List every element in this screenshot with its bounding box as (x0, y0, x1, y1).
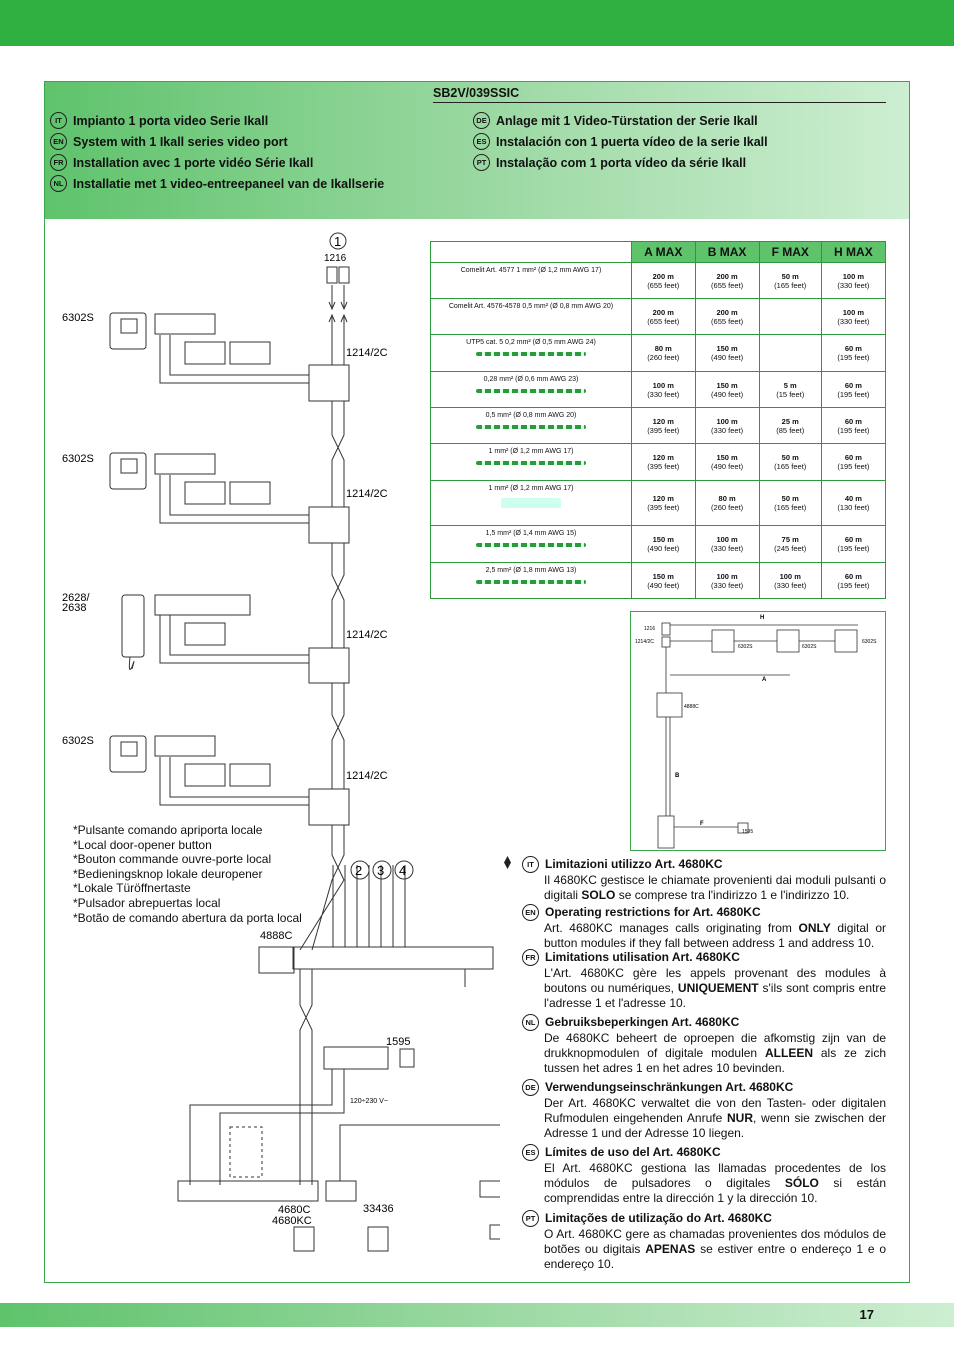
mini-monitor-3: 6302S (862, 639, 877, 645)
cable-cell (431, 408, 632, 444)
mini-1595: 1595 (742, 829, 754, 835)
value-cell (695, 335, 759, 372)
mini-a: A (762, 677, 767, 683)
value-metric: 60 m (844, 416, 862, 426)
distance-layout-diagram (630, 611, 886, 851)
cable-cell (431, 299, 632, 335)
lang-badge: EN (522, 904, 539, 921)
restriction-text: O Art. 4680KC gere as chamadas provenientes dos módulos de botões ou digitais (544, 1227, 886, 1256)
value-cell (695, 481, 759, 526)
restriction-text: L'Art. 4680KC gère les appels provenant des modules à boutons ou numériques, (544, 966, 886, 995)
cable-cell (431, 526, 632, 563)
restriction-emphasis: ALLEEN (765, 1046, 813, 1060)
value-metric: 200 m (716, 271, 738, 281)
value-cell (695, 372, 759, 408)
lang-badge: DE (473, 112, 490, 129)
system-code: SB2V/039SSIC (433, 86, 520, 100)
value-feet: (655 feet) (711, 316, 744, 326)
lang-badge: FR (522, 949, 539, 966)
restriction-title: Limitations utilisation Art. 4680KC (545, 950, 740, 964)
restriction-it (522, 856, 886, 903)
value-feet: (195 feet) (837, 580, 870, 590)
value-feet: (15 feet) (776, 389, 805, 399)
cable-label: 1,5 mm² (Ø 1,4 mm AWG 15) (485, 530, 577, 537)
header-h-max: H MAX (821, 242, 885, 263)
value-metric: 100 m (716, 535, 738, 544)
value-metric: 150 m (716, 453, 738, 462)
label-cable-4: 1214/2C (346, 770, 388, 782)
value-metric: 60 m (844, 380, 862, 390)
label-cable-3: 1214/2C (346, 629, 388, 641)
cable-swatch (476, 543, 586, 547)
value-feet: (130 feet) (837, 503, 870, 512)
value-metric: 100 m (716, 571, 738, 581)
value-metric: 40 m (844, 494, 862, 503)
value-metric: 100 m (652, 380, 674, 390)
value-cell (759, 263, 821, 299)
value-cell (632, 372, 696, 408)
mini-1216: 1216 (644, 626, 656, 632)
value-cell (632, 263, 696, 299)
value-cell (695, 563, 759, 599)
value-cell (821, 408, 885, 444)
legend-line: *Bouton commande ouvre-porte local (73, 852, 272, 867)
title-it (50, 112, 268, 129)
restriction-text: De 4680KC beheert de oproepen die afkomstig zijn van de drukknopmodulen of digitale modulen (544, 1031, 886, 1060)
value-cell (632, 444, 696, 481)
label-cable-1: 1214/2C (346, 347, 388, 359)
value-metric: 120 m (652, 416, 674, 426)
restriction-title: Límites de uso del Art. 4680KC (545, 1145, 721, 1159)
table-row (431, 444, 886, 481)
label-handset-a: 2628/ (62, 592, 90, 604)
title-en (50, 133, 288, 150)
value-metric: 25 m (781, 416, 799, 426)
lang-badge: PT (473, 154, 490, 171)
cable-label: UTP5 cat. 5 0,2 mm² (Ø 0,5 mm AWG 24) (466, 339, 596, 346)
lang-badge: IT (50, 112, 67, 129)
value-cell (759, 299, 821, 335)
value-cell (695, 444, 759, 481)
value-cell (632, 299, 696, 335)
value-feet: (165 feet) (774, 280, 807, 290)
restriction-title: Gebruiksbeperkingen Art. 4680KC (545, 1015, 740, 1029)
value-feet: (195 feet) (837, 389, 870, 399)
restriction-text: als ze zich tussen het adres 1 en het adres 10 bevinden. (544, 1046, 886, 1075)
title-text: Installatie met 1 video-entreepaneel van de Ikallserie (73, 176, 385, 191)
cable-swatch (476, 461, 586, 465)
value-metric: 80 m (654, 344, 672, 353)
label-monitor-1: 6302S (62, 312, 94, 324)
lang-badge: NL (522, 1014, 539, 1031)
cable-length-table (430, 241, 886, 599)
value-feet: (245 feet) (774, 544, 807, 553)
value-feet: (195 feet) (837, 544, 870, 553)
value-cell (695, 299, 759, 335)
circle-1: 1 (334, 234, 342, 249)
value-feet: (195 feet) (837, 462, 870, 471)
restriction-text: Der Art. 4680KC verwaltet die von den Tasten- oder digitalen Rufmodulen eingehenden Anrufe (544, 1096, 886, 1125)
mini-4888c: 4888C (684, 704, 699, 710)
lang-badge: ES (473, 133, 490, 150)
restriction-text: Il 4680KC gestisce le chiamate provenienti dai moduli pulsanti o digitali (544, 873, 886, 902)
lang-badge: PT (522, 1210, 539, 1227)
value-feet: (330 feet) (647, 389, 680, 399)
value-metric: 120 m (652, 494, 674, 503)
title-pt (473, 154, 746, 171)
restriction-text: s'ils sont compris entre l'adresse 1 et l'adresse 10. (544, 981, 886, 1010)
circle-2: 2 (355, 863, 363, 878)
value-cell (821, 372, 885, 408)
mini-h: H (760, 615, 765, 621)
cable-label: Comelit Art. 4577 1 mm² (Ø 1,2 mm AWG 17) (460, 267, 602, 274)
cable-label: 0,5 mm² (Ø 0,8 mm AWG 20) (485, 412, 577, 419)
value-metric: 60 m (844, 535, 862, 544)
table-row (431, 526, 886, 563)
restriction-title: Verwendungseinschränkungen Art. 4680KC (545, 1080, 794, 1094)
value-cell (759, 372, 821, 408)
legend-line: *Local door-opener button (73, 837, 212, 852)
value-cell (695, 526, 759, 563)
value-cell (632, 481, 696, 526)
label-4888c: 4888C (260, 930, 293, 942)
title-fr (50, 154, 313, 171)
value-metric: 80 m (718, 494, 736, 503)
value-metric: 50 m (781, 453, 799, 462)
value-metric: 60 m (844, 453, 862, 462)
cable-swatch (476, 580, 586, 584)
value-metric: 150 m (716, 344, 738, 353)
table-corner (431, 242, 632, 263)
value-feet: (395 feet) (647, 425, 680, 435)
cable-label: 2,5 mm² (Ø 1,8 mm AWG 13) (485, 567, 577, 574)
cable-cell (431, 481, 632, 526)
lang-badge: EN (50, 133, 67, 150)
legend-line: *Botão de comando abertura da porta local (73, 910, 302, 925)
restriction-en (522, 904, 886, 951)
restriction-title: Limitazioni utilizzo Art. 4680KC (545, 857, 723, 871)
value-feet: (490 feet) (647, 544, 680, 553)
value-feet: (395 feet) (647, 462, 680, 471)
value-cell (759, 563, 821, 599)
value-feet: (330 feet) (711, 544, 744, 553)
legend-line: *Pulsante comando apriporta locale (73, 823, 263, 837)
value-feet: (330 feet) (837, 316, 870, 326)
value-cell (821, 299, 885, 335)
top-color-bar (0, 0, 954, 46)
restriction-text: El Art. 4680KC gestiona las llamadas procedentes de los módulos de pulsadores o digitales (544, 1161, 886, 1190)
value-cell (821, 263, 885, 299)
cable-swatch (476, 425, 586, 429)
cable-swatch (476, 389, 586, 393)
restriction-text: si están comprendidas entre la dirección 1 y la dirección 10. (544, 1176, 886, 1205)
table-row (431, 563, 886, 599)
value-metric: 50 m (781, 271, 799, 281)
value-feet: (330 feet) (711, 580, 744, 590)
restriction-emphasis: SOLO (581, 888, 616, 902)
value-feet: (195 feet) (837, 425, 870, 435)
lang-badge: NL (50, 175, 67, 192)
restriction-text: digital or button modules if they fall between address 1 and address 10. (544, 921, 886, 950)
restriction-fr (522, 949, 886, 1011)
value-feet: (260 feet) (647, 353, 680, 362)
value-cell (821, 444, 885, 481)
label-handset-b: 2638 (62, 602, 87, 614)
restriction-title: Operating restrictions for Art. 4680KC (545, 905, 761, 919)
value-feet: (330 feet) (837, 280, 870, 290)
value-feet: (330 feet) (711, 425, 744, 435)
value-cell (695, 263, 759, 299)
title-nl (50, 175, 384, 192)
value-cell (821, 563, 885, 599)
legend-local-button (73, 823, 302, 925)
restriction-emphasis: SÓLO (784, 1176, 819, 1190)
value-cell (759, 526, 821, 563)
value-metric: 75 m (781, 535, 799, 544)
header-a-max: A MAX (632, 242, 696, 263)
value-metric: 120 m (652, 453, 674, 462)
restriction-text: Art. 4680KC manages calls originating from (544, 921, 799, 935)
label-monitor-2: 6302S (62, 453, 94, 465)
label-4680kc: 4680KC (272, 1215, 312, 1227)
title-text: System with 1 Ikall series video port (73, 134, 288, 149)
page-number: 17 (859, 1307, 874, 1322)
cable-cell (431, 372, 632, 408)
label-33436: 33436 (363, 1203, 394, 1215)
title-text: Instalación con 1 puerta vídeo de la serie Ikall (496, 134, 768, 149)
legend-line: *Lokale Türöffnertaste (73, 881, 191, 896)
table-row (431, 335, 886, 372)
value-metric: 60 m (844, 571, 862, 581)
value-feet: (490 feet) (711, 462, 744, 471)
value-feet: (655 feet) (711, 280, 744, 290)
header-b-max: B MAX (695, 242, 759, 263)
restriction-pt (522, 1210, 886, 1272)
value-cell (759, 408, 821, 444)
value-cell (632, 526, 696, 563)
value-cell (821, 481, 885, 526)
table-row (431, 481, 886, 526)
restriction-emphasis: APENAS (645, 1242, 696, 1256)
restriction-text: se estiver entre o endereço 1 e o endereço 10. (544, 1242, 887, 1271)
title-text: Installation avec 1 porte vidéo Série Ikall (73, 155, 314, 170)
legend-line: *Pulsador abrepuertas local (73, 895, 221, 910)
value-feet: (330 feet) (774, 580, 807, 590)
value-feet: (165 feet) (774, 503, 807, 512)
lang-badge: IT (522, 856, 539, 873)
legend-line: *Bedieningsknop lokale deuropener (73, 866, 263, 881)
restriction-text: , wenn sie zwischen der Adresse 1 und der Adresse 10 liegen. (544, 1111, 886, 1140)
value-metric: 100 m (716, 416, 738, 426)
restriction-nl (522, 1014, 886, 1076)
value-metric: 200 m (652, 271, 674, 281)
value-metric: 60 m (844, 344, 862, 353)
bottom-color-bar (0, 1303, 954, 1327)
mini-1214: 1214/2C (635, 639, 654, 645)
mini-b: B (675, 773, 680, 779)
title-text: Anlage mit 1 Video-Türstation der Serie Ikall (496, 113, 758, 128)
title-text: Instalação com 1 porta vídeo da série Ikall (496, 155, 747, 170)
value-metric: 100 m (842, 271, 865, 281)
value-feet: (85 feet) (776, 425, 805, 435)
value-metric: 150 m (652, 571, 674, 581)
cable-cell (431, 563, 632, 599)
table-row (431, 408, 886, 444)
restriction-title: Limitações de utilização do Art. 4680KC (545, 1211, 772, 1225)
lang-badge: DE (522, 1079, 539, 1096)
header-f-max: F MAX (759, 242, 821, 263)
value-metric: 200 m (716, 307, 738, 317)
code-underline (433, 102, 886, 103)
value-cell (632, 408, 696, 444)
value-feet: (490 feet) (711, 389, 744, 399)
label-voltage: 120÷230 V~ (350, 1098, 388, 1105)
value-cell (695, 408, 759, 444)
table-row (431, 263, 886, 299)
cable-cell (431, 335, 632, 372)
value-feet: (655 feet) (647, 280, 680, 290)
restriction-text: se comprese tra l'indirizzo 1 e l'indirizzo 10. (615, 888, 850, 902)
cable-swatch (476, 352, 586, 356)
cable-swatch (501, 498, 561, 508)
value-metric: 150 m (716, 380, 738, 390)
value-feet: (260 feet) (711, 503, 744, 512)
cable-label: 1 mm² (Ø 1,2 mm AWG 17) (488, 485, 574, 492)
value-metric: 5 m (783, 380, 797, 390)
label-cable-2: 1214/2C (346, 488, 388, 500)
restriction-emphasis: UNIQUEMENT (677, 981, 759, 995)
label-monitor-4: 6302S (62, 735, 94, 747)
restriction-de (522, 1079, 886, 1141)
restriction-emphasis: ONLY (798, 921, 831, 935)
label-1216: 1216 (324, 253, 347, 264)
value-feet: (490 feet) (711, 353, 744, 362)
value-cell (759, 481, 821, 526)
mini-f: F (700, 821, 704, 827)
title-text: Impianto 1 porta video Serie Ikall (73, 113, 269, 128)
circle-3: 3 (377, 863, 385, 878)
value-feet: (655 feet) (647, 316, 680, 326)
value-cell (821, 526, 885, 563)
table-row (431, 372, 886, 408)
cable-cell (431, 444, 632, 481)
value-cell (759, 335, 821, 372)
value-metric: 100 m (842, 307, 865, 317)
title-es (473, 133, 768, 150)
label-1595: 1595 (386, 1036, 411, 1048)
cable-label: 0,28 mm² (Ø 0,6 mm AWG 23) (483, 376, 579, 383)
value-cell (759, 444, 821, 481)
table-row (431, 299, 886, 335)
value-feet: (490 feet) (647, 580, 680, 590)
value-feet: (395 feet) (647, 503, 680, 512)
lang-badge: FR (50, 154, 67, 171)
cable-cell (431, 263, 632, 299)
cable-label: 1 mm² (Ø 1,2 mm AWG 17) (488, 448, 574, 455)
value-cell (632, 563, 696, 599)
value-cell (632, 335, 696, 372)
mini-monitor-1: 6302S (738, 644, 753, 650)
value-metric: 100 m (779, 571, 801, 581)
value-cell (821, 335, 885, 372)
restriction-es (522, 1144, 886, 1206)
cable-label: Comelit Art. 4576-4578 0,5 mm² (Ø 0,8 mm AWG 20) (448, 303, 614, 310)
value-metric: 150 m (652, 535, 674, 544)
value-feet: (165 feet) (774, 462, 807, 471)
restriction-emphasis: NUR (727, 1111, 753, 1125)
lang-badge: ES (522, 1144, 539, 1161)
circle-4: 4 (399, 863, 407, 878)
value-metric: 50 m (781, 494, 799, 503)
title-de (473, 112, 758, 129)
mini-monitor-2: 6302S (802, 644, 817, 650)
label-4680c: 4680C (278, 1204, 311, 1216)
value-feet: (195 feet) (837, 353, 870, 362)
value-metric: 200 m (652, 307, 674, 317)
